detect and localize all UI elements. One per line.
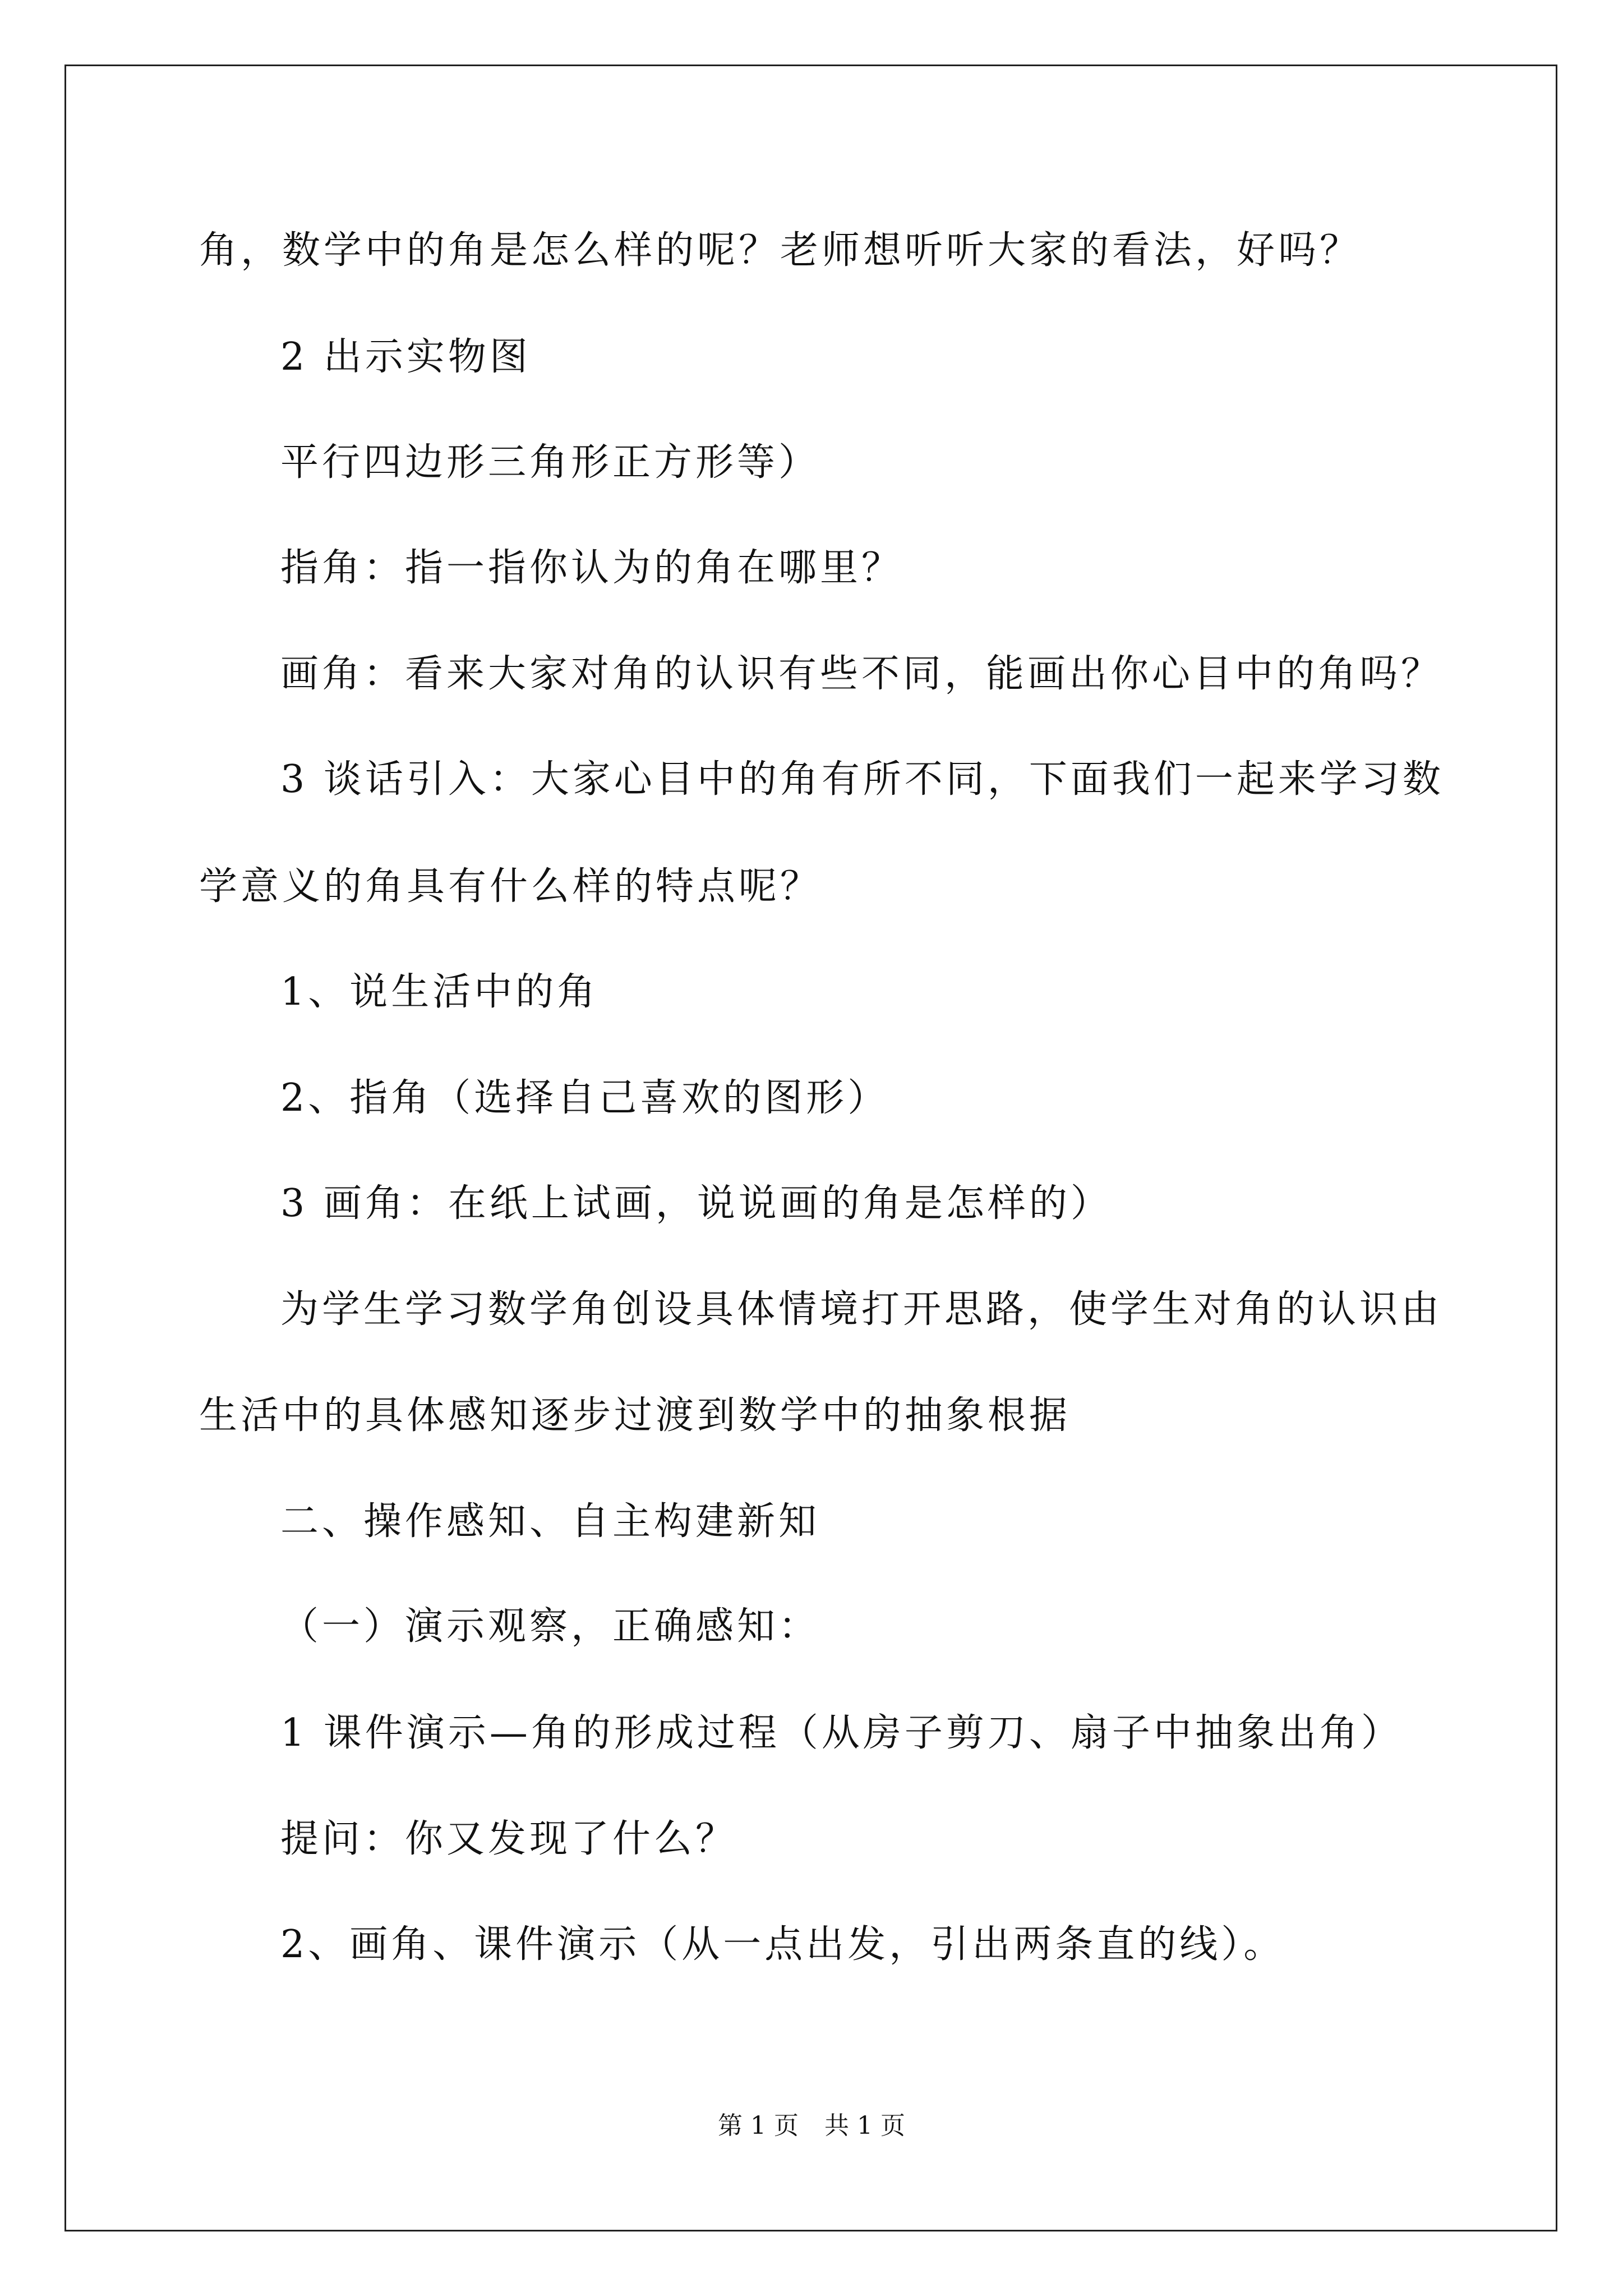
page-border	[64, 65, 1557, 2231]
text-line-13: 二、操作感知、自主构建新知	[280, 1499, 820, 1544]
text-line-1: 角，数学中的角是怎么样的呢？老师想听听大家的看法，好吗？	[199, 228, 1362, 273]
page-footer	[0, 2109, 1623, 2143]
page-number-total: 共 1 页	[824, 2111, 905, 2140]
text-line-11: 为学生学习数学角创设具体情境打开思路，使学生对角的认识由	[280, 1287, 1443, 1332]
text-line-7: 学意义的角具有什么样的特点呢？	[199, 864, 822, 909]
text-line-12: 生活中的具体感知逐步过渡到数学中的抽象根据	[199, 1393, 1071, 1438]
text-line-14: （一）演示观察，正确感知：	[280, 1604, 820, 1649]
text-line-15: 1 课件演示—角的形成过程（从房子剪刀、扇子中抽象出角）	[280, 1711, 1403, 1755]
text-line-10: 3 画角：在纸上试画，说说画的角是怎样的）	[280, 1181, 1112, 1226]
text-line-9: 2、指角（选择自己喜欢的图形）	[280, 1076, 889, 1120]
text-line-4: 指角：指一指你认为的角在哪里？	[280, 546, 903, 590]
text-line-2: 2 出示实物图	[280, 335, 531, 379]
text-line-6: 3 谈话引入：大家心目中的角有所不同，下面我们一起来学习数	[280, 757, 1444, 802]
text-line-8: 1、说生活中的角	[280, 970, 599, 1014]
text-line-5: 画角：看来大家对角的认识有些不同，能画出你心目中的角吗？	[280, 652, 1443, 696]
page-number-current: 第 1 页	[718, 2111, 799, 2140]
text-line-3: 平行四边形三角形正方形等）	[280, 440, 820, 485]
text-line-16: 提问：你又发现了什么？	[280, 1817, 737, 1861]
text-line-17: 2、画角、课件演示（从一点出发，引出两条直的线）。	[280, 1922, 1285, 1967]
